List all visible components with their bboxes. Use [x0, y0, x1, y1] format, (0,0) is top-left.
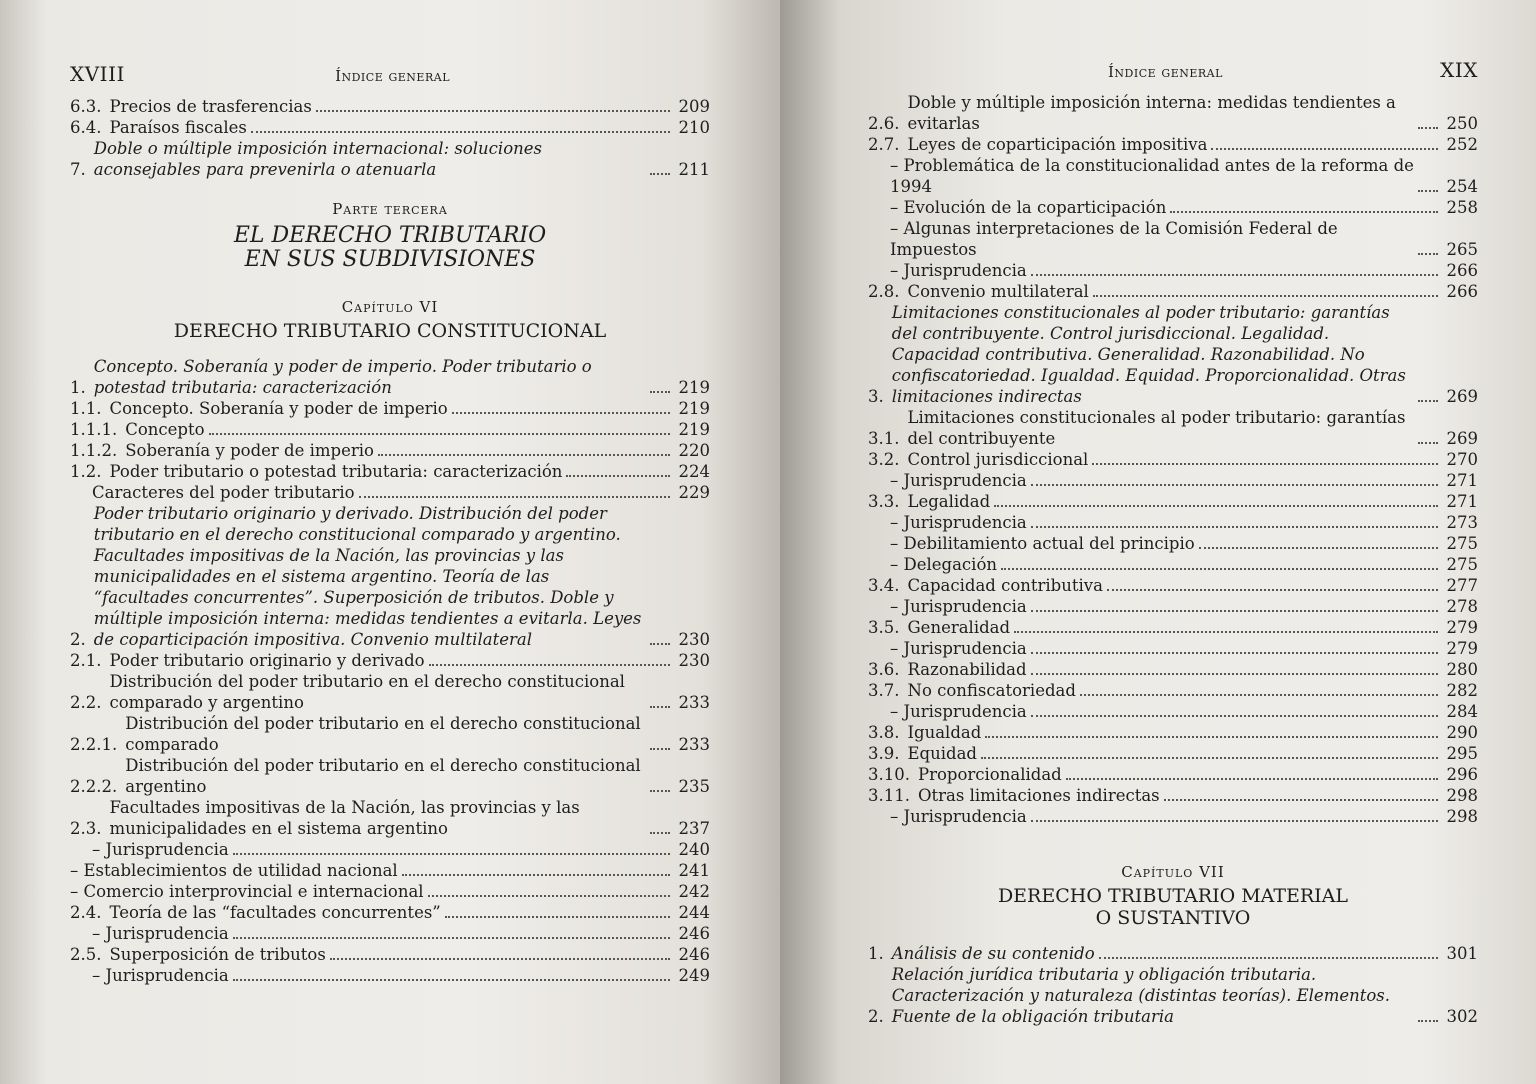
chapter-heading — [70, 298, 710, 342]
toc-entry-page: 244 — [678, 903, 710, 922]
part-title-line-1: EL DERECHO TRIBUTARIO — [233, 223, 547, 248]
toc-entry-number: 1.1.2. — [70, 441, 118, 460]
toc-entry — [868, 943, 1478, 964]
chapter-heading — [868, 863, 1478, 929]
toc-entry — [868, 302, 1478, 407]
dot-leader — [251, 130, 670, 133]
toc-entry-page: 233 — [678, 735, 710, 754]
toc-entry — [868, 260, 1478, 281]
toc-entry-number: 2.5. — [70, 945, 102, 964]
running-head-left — [70, 62, 710, 86]
toc-entry-text: Legalidad — [907, 492, 991, 511]
toc-entry-page: 224 — [678, 462, 710, 481]
toc-entry-page: 258 — [1446, 198, 1478, 217]
part-heading — [70, 200, 710, 272]
toc-entry — [70, 713, 710, 755]
toc-entry-number: 1.1. — [70, 399, 102, 418]
toc-list-right-bottom — [868, 943, 1478, 1027]
toc-entry-page: 219 — [678, 399, 710, 418]
toc-entry — [70, 671, 710, 713]
toc-entry — [70, 923, 710, 944]
dot-leader — [1418, 399, 1438, 402]
running-title: Índice general — [1108, 63, 1223, 81]
dot-leader — [209, 432, 670, 435]
dot-leader — [1031, 273, 1438, 276]
toc-entry — [70, 797, 710, 839]
toc-entry-number: 2. — [868, 1007, 884, 1026]
toc-entry — [868, 512, 1478, 533]
toc-entry-number: 3.5. — [868, 618, 900, 637]
toc-entry-page: 219 — [678, 378, 710, 397]
dot-leader — [650, 172, 670, 175]
toc-entry-number: 3.4. — [868, 576, 900, 595]
toc-entry-text: Concepto. Soberanía y poder de imperio — [109, 399, 448, 418]
dot-leader — [1014, 630, 1438, 633]
toc-entry-number: 3.6. — [868, 660, 900, 679]
dot-leader — [1418, 441, 1438, 444]
dot-leader — [316, 109, 670, 112]
dot-leader — [1418, 189, 1438, 192]
toc-entry-page: 235 — [678, 777, 710, 796]
toc-entry — [70, 419, 710, 440]
toc-entry — [868, 491, 1478, 512]
toc-entry — [70, 138, 710, 180]
dot-leader — [1418, 252, 1438, 255]
toc-entry-page: 229 — [678, 483, 710, 502]
toc-entry-page: 270 — [1446, 450, 1478, 469]
toc-entry-page: 273 — [1446, 513, 1478, 532]
toc-entry-text: Concepto. Soberanía y poder de imperio. Poder tributario o potestad tributaria: caracterización — [93, 357, 592, 397]
toc-entry-text: – Establecimientos de utilidad nacional — [70, 861, 398, 880]
toc-entry — [868, 964, 1478, 1027]
toc-entry-page: 249 — [678, 966, 710, 985]
toc-entry-page: 265 — [1446, 240, 1478, 259]
dot-leader — [1092, 462, 1438, 465]
dot-leader — [429, 663, 670, 666]
toc-entry — [70, 902, 710, 923]
toc-entry — [70, 398, 710, 419]
toc-entry-text: – Jurisprudencia — [890, 471, 1027, 490]
dot-leader — [994, 504, 1438, 507]
toc-entry — [868, 764, 1478, 785]
dot-leader — [378, 453, 670, 456]
dot-leader — [1418, 126, 1438, 129]
dot-leader — [330, 957, 670, 960]
toc-entry — [868, 218, 1478, 260]
toc-entry — [868, 533, 1478, 554]
toc-entry-page: 250 — [1446, 114, 1478, 133]
toc-entry-text: Relación jurídica tributaria y obligación tributaria. Caracterización y naturaleza (distintas teorías). Elementos. Fuente de la obligación tributaria — [891, 965, 1391, 1026]
page-folio: XVIII — [70, 62, 125, 86]
dot-leader — [1199, 546, 1438, 549]
toc-entry-page: 209 — [678, 97, 710, 116]
toc-entry-number: 2.2. — [70, 693, 102, 712]
toc-entry — [70, 117, 710, 138]
dot-leader — [650, 747, 670, 750]
toc-entry — [868, 134, 1478, 155]
toc-entry — [70, 96, 710, 117]
toc-entry-text: Igualdad — [907, 723, 982, 742]
dot-leader — [359, 495, 670, 498]
toc-entry — [868, 281, 1478, 302]
toc-entry-page: 282 — [1446, 681, 1478, 700]
toc-entry-text: Generalidad — [907, 618, 1011, 637]
toc-entry-number: 2.2.2. — [70, 777, 118, 796]
dot-leader — [650, 831, 670, 834]
toc-entry-page: 254 — [1446, 177, 1478, 196]
toc-entry — [70, 356, 710, 398]
toc-entry-text: Control jurisdiccional — [907, 450, 1089, 469]
dot-leader — [1093, 294, 1438, 297]
toc-entry-number: 7. — [70, 160, 86, 179]
dot-leader — [1031, 483, 1438, 486]
toc-entry-text: Paraísos fiscales — [109, 118, 247, 137]
dot-leader — [428, 894, 670, 897]
toc-entry-page: 242 — [678, 882, 710, 901]
dot-leader — [402, 873, 670, 876]
dot-leader — [1031, 609, 1438, 612]
toc-entry-page: 290 — [1446, 723, 1478, 742]
toc-entry — [868, 680, 1478, 701]
toc-entry-text: Distribución del poder tributario en el derecho constitucional comparado — [125, 714, 641, 754]
toc-entry-page: 269 — [1446, 387, 1478, 406]
dot-leader — [1099, 956, 1438, 959]
dot-leader — [1418, 1019, 1438, 1022]
dot-leader — [445, 915, 670, 918]
toc-entry — [868, 554, 1478, 575]
dot-leader — [1080, 693, 1438, 696]
dot-leader — [1031, 672, 1438, 675]
dot-leader — [1211, 147, 1438, 150]
toc-entry-text: Distribución del poder tributario en el derecho constitucional comparado y argentino — [109, 672, 625, 712]
toc-entry-page: 210 — [678, 118, 710, 137]
toc-entry — [868, 197, 1478, 218]
toc-entry — [868, 575, 1478, 596]
toc-entry-number: 3.11. — [868, 786, 910, 805]
part-label: Parte tercera — [332, 200, 448, 218]
running-title: Índice general — [335, 67, 450, 85]
toc-entry-number: 1. — [868, 944, 884, 963]
toc-entry — [70, 503, 710, 650]
toc-entry-number: 3.10. — [868, 765, 910, 784]
toc-entry — [70, 650, 710, 671]
toc-entry-number: 3. — [868, 387, 884, 406]
toc-entry-text: – Delegación — [890, 555, 998, 574]
dot-leader — [1107, 588, 1438, 591]
toc-entry-text: – Debilitamiento actual del principio — [890, 534, 1195, 553]
toc-entry-page: 278 — [1446, 597, 1478, 616]
toc-entry-page: 302 — [1446, 1007, 1478, 1026]
toc-entry-text: Soberanía y poder de imperio — [125, 441, 374, 460]
chapter-label: Capítulo VII — [1121, 863, 1225, 881]
toc-entry-page: 240 — [678, 840, 710, 859]
dot-leader — [566, 474, 670, 477]
toc-entry-page: 279 — [1446, 639, 1478, 658]
toc-entry-text: Doble o múltiple imposición internacional: soluciones aconsejables para prevenirla o atenuarla — [93, 139, 542, 179]
toc-entry-number: 1.2. — [70, 462, 102, 481]
toc-entry-number: 2. — [70, 630, 86, 649]
toc-entry-number: 6.4. — [70, 118, 102, 137]
toc-entry-text: Poder tributario o potestad tributaria: caracterización — [109, 462, 563, 481]
toc-entry-text: Poder tributario originario y derivado. Distribución del poder tributario en el derecho constitucional comparado y argentino. Facultades impositivas de la Nación, las provincias y las municipalidades en el sistema argentino. Teoría de las “facultades concurrentes”. Superposición de tributos. Doble y múltiple imposición interna: medidas tendientes a evitarla. Leyes de coparticipación impositiva. Convenio multilateral — [93, 504, 642, 649]
toc-entry — [868, 659, 1478, 680]
dot-leader — [1066, 777, 1438, 780]
toc-entry-text: – Evolución de la coparticipación — [890, 198, 1167, 217]
toc-entry-text: – Comercio interprovincial e internacional — [70, 882, 424, 901]
toc-entry-page: 280 — [1446, 660, 1478, 679]
toc-entry — [868, 701, 1478, 722]
dot-leader — [985, 735, 1438, 738]
toc-entry-number: 1. — [70, 378, 86, 397]
toc-entry-text: – Jurisprudencia — [92, 966, 229, 985]
chapter-title: DERECHO TRIBUTARIO CONSTITUCIONAL — [173, 320, 607, 342]
toc-entry — [868, 722, 1478, 743]
toc-entry-page: 241 — [678, 861, 710, 880]
toc-entry-page: 271 — [1446, 492, 1478, 511]
toc-entry-text: Proporcionalidad — [917, 765, 1062, 784]
toc-entry — [868, 785, 1478, 806]
toc-entry-page: 219 — [678, 420, 710, 439]
dot-leader — [1031, 819, 1438, 822]
dot-leader — [452, 411, 670, 414]
toc-entry-text: Leyes de coparticipación impositiva — [907, 135, 1208, 154]
dot-leader — [1164, 798, 1438, 801]
dot-leader — [233, 978, 670, 981]
toc-entry-number: 2.7. — [868, 135, 900, 154]
toc-entry-text: Caracteres del poder tributario — [92, 483, 355, 502]
toc-entry-page: 233 — [678, 693, 710, 712]
toc-entry-number: 2.8. — [868, 282, 900, 301]
toc-entry — [868, 806, 1478, 827]
toc-entry — [70, 860, 710, 881]
toc-entry-page: 279 — [1446, 618, 1478, 637]
toc-entry — [868, 470, 1478, 491]
toc-entry — [70, 944, 710, 965]
dot-leader — [1001, 567, 1438, 570]
toc-entry-number: 3.3. — [868, 492, 900, 511]
toc-entry-number: 2.3. — [70, 819, 102, 838]
toc-entry-page: 298 — [1446, 786, 1478, 805]
dot-leader — [981, 756, 1438, 759]
toc-entry-text: Precios de trasferencias — [109, 97, 312, 116]
toc-entry-text: Poder tributario originario y derivado — [109, 651, 425, 670]
toc-entry-number: 3.7. — [868, 681, 900, 700]
toc-entry-page: 237 — [678, 819, 710, 838]
dot-leader — [650, 789, 670, 792]
dot-leader — [650, 642, 670, 645]
dot-leader — [1031, 651, 1438, 654]
dot-leader — [1170, 210, 1438, 213]
dot-leader — [233, 852, 670, 855]
toc-entry-text: Limitaciones constitucionales al poder tributario: garantías del contribuyente — [907, 408, 1406, 448]
toc-entry-text: Distribución del poder tributario en el derecho constitucional argentino — [125, 756, 641, 796]
toc-entry — [868, 596, 1478, 617]
toc-entry-page: 252 — [1446, 135, 1478, 154]
toc-entry-number: 2.2.1. — [70, 735, 118, 754]
toc-entry-text: Razonabilidad — [907, 660, 1027, 679]
dot-leader — [650, 390, 670, 393]
toc-entry-number: 3.9. — [868, 744, 900, 763]
toc-entry-number: 2.1. — [70, 651, 102, 670]
toc-entry-page: 266 — [1446, 282, 1478, 301]
toc-entry-page: 246 — [678, 924, 710, 943]
toc-list-left-top — [70, 96, 710, 180]
toc-entry-text: Otras limitaciones indirectas — [917, 786, 1160, 805]
toc-entry — [868, 407, 1478, 449]
toc-entry — [70, 839, 710, 860]
toc-entry — [868, 617, 1478, 638]
toc-entry-number: 2.4. — [70, 903, 102, 922]
dot-leader — [233, 936, 670, 939]
toc-entry — [70, 881, 710, 902]
toc-entry-text: Equidad — [907, 744, 977, 763]
toc-entry — [868, 449, 1478, 470]
toc-list-right — [868, 92, 1478, 827]
toc-list-left — [70, 356, 710, 986]
chapter-title-line-1: DERECHO TRIBUTARIO MATERIAL — [997, 885, 1349, 907]
toc-entry-text: Limitaciones constitucionales al poder tributario: garantías del contribuyente. Control jurisdiccional. Legalidad. Capacidad contributiva. Generalidad. Razonabilidad. No confiscatoriedad. Igualdad. Equidad. Proporcionalidad. Otras limitaciones indirectas — [891, 303, 1406, 406]
toc-entry — [868, 743, 1478, 764]
toc-entry-page: 211 — [678, 160, 710, 179]
toc-entry-page: 230 — [678, 630, 710, 649]
dot-leader — [1031, 714, 1438, 717]
toc-entry-text: Concepto — [125, 420, 205, 439]
part-title-line-2: EN SUS SUBDIVISIONES — [244, 247, 536, 272]
toc-entry — [70, 461, 710, 482]
toc-entry-text: – Jurisprudencia — [890, 597, 1027, 616]
toc-entry-text: Convenio multilateral — [907, 282, 1089, 301]
dot-leader — [650, 705, 670, 708]
toc-entry-text: – Jurisprudencia — [92, 924, 229, 943]
toc-entry-page: 296 — [1446, 765, 1478, 784]
page-folio: XIX — [1440, 58, 1478, 82]
toc-entry-page: 275 — [1446, 555, 1478, 574]
toc-entry-page: 269 — [1446, 429, 1478, 448]
toc-entry — [868, 92, 1478, 134]
toc-entry-text: – Jurisprudencia — [890, 807, 1027, 826]
toc-entry-text: No confiscatoriedad — [907, 681, 1076, 700]
chapter-label: Capítulo VI — [341, 298, 439, 316]
toc-entry-text: Superposición de tributos — [109, 945, 326, 964]
toc-entry-text: – Algunas interpretaciones de la Comisión Federal de Impuestos — [890, 219, 1338, 259]
toc-entry-text: Análisis de su contenido — [891, 944, 1095, 963]
toc-entry — [70, 965, 710, 986]
toc-entry — [868, 638, 1478, 659]
toc-entry-number: 3.1. — [868, 429, 900, 448]
toc-entry-page: 301 — [1446, 944, 1478, 963]
toc-entry-page: 246 — [678, 945, 710, 964]
toc-entry-page: 284 — [1446, 702, 1478, 721]
toc-entry-number: 2.6. — [868, 114, 900, 133]
toc-entry-text: Facultades impositivas de la Nación, las provincias y las municipalidades en el sistema argentino — [109, 798, 580, 838]
right-page — [780, 0, 1536, 1084]
toc-entry — [70, 482, 710, 503]
toc-entry-page: 220 — [678, 441, 710, 460]
toc-entry-page: 275 — [1446, 534, 1478, 553]
toc-entry-number: 6.3. — [70, 97, 102, 116]
toc-entry-text: – Jurisprudencia — [890, 639, 1027, 658]
toc-entry-page: 271 — [1446, 471, 1478, 490]
toc-entry-number: 1.1.1. — [70, 420, 118, 439]
dot-leader — [1031, 525, 1438, 528]
toc-entry-number: 3.8. — [868, 723, 900, 742]
toc-entry-text: Doble y múltiple imposición interna: medidas tendientes a evitarlas — [907, 93, 1396, 133]
toc-entry-text: Teoría de las “facultades concurrentes” — [109, 903, 441, 922]
toc-entry-page: 295 — [1446, 744, 1478, 763]
toc-entry — [70, 755, 710, 797]
toc-entry-text: – Jurisprudencia — [92, 840, 229, 859]
toc-entry-text: – Jurisprudencia — [890, 702, 1027, 721]
toc-entry-number: 3.2. — [868, 450, 900, 469]
toc-entry — [70, 440, 710, 461]
toc-entry-page: 277 — [1446, 576, 1478, 595]
toc-entry — [868, 155, 1478, 197]
chapter-title-line-2: O SUSTANTIVO — [1095, 907, 1251, 929]
toc-entry-text: Capacidad contributiva — [907, 576, 1103, 595]
toc-entry-text: – Jurisprudencia — [890, 261, 1027, 280]
toc-entry-text: – Problemática de la constitucionalidad antes de la reforma de 1994 — [890, 156, 1414, 196]
toc-entry-page: 298 — [1446, 807, 1478, 826]
toc-entry-page: 230 — [678, 651, 710, 670]
running-head-right — [868, 58, 1478, 82]
toc-entry-page: 266 — [1446, 261, 1478, 280]
toc-entry-text: – Jurisprudencia — [890, 513, 1027, 532]
